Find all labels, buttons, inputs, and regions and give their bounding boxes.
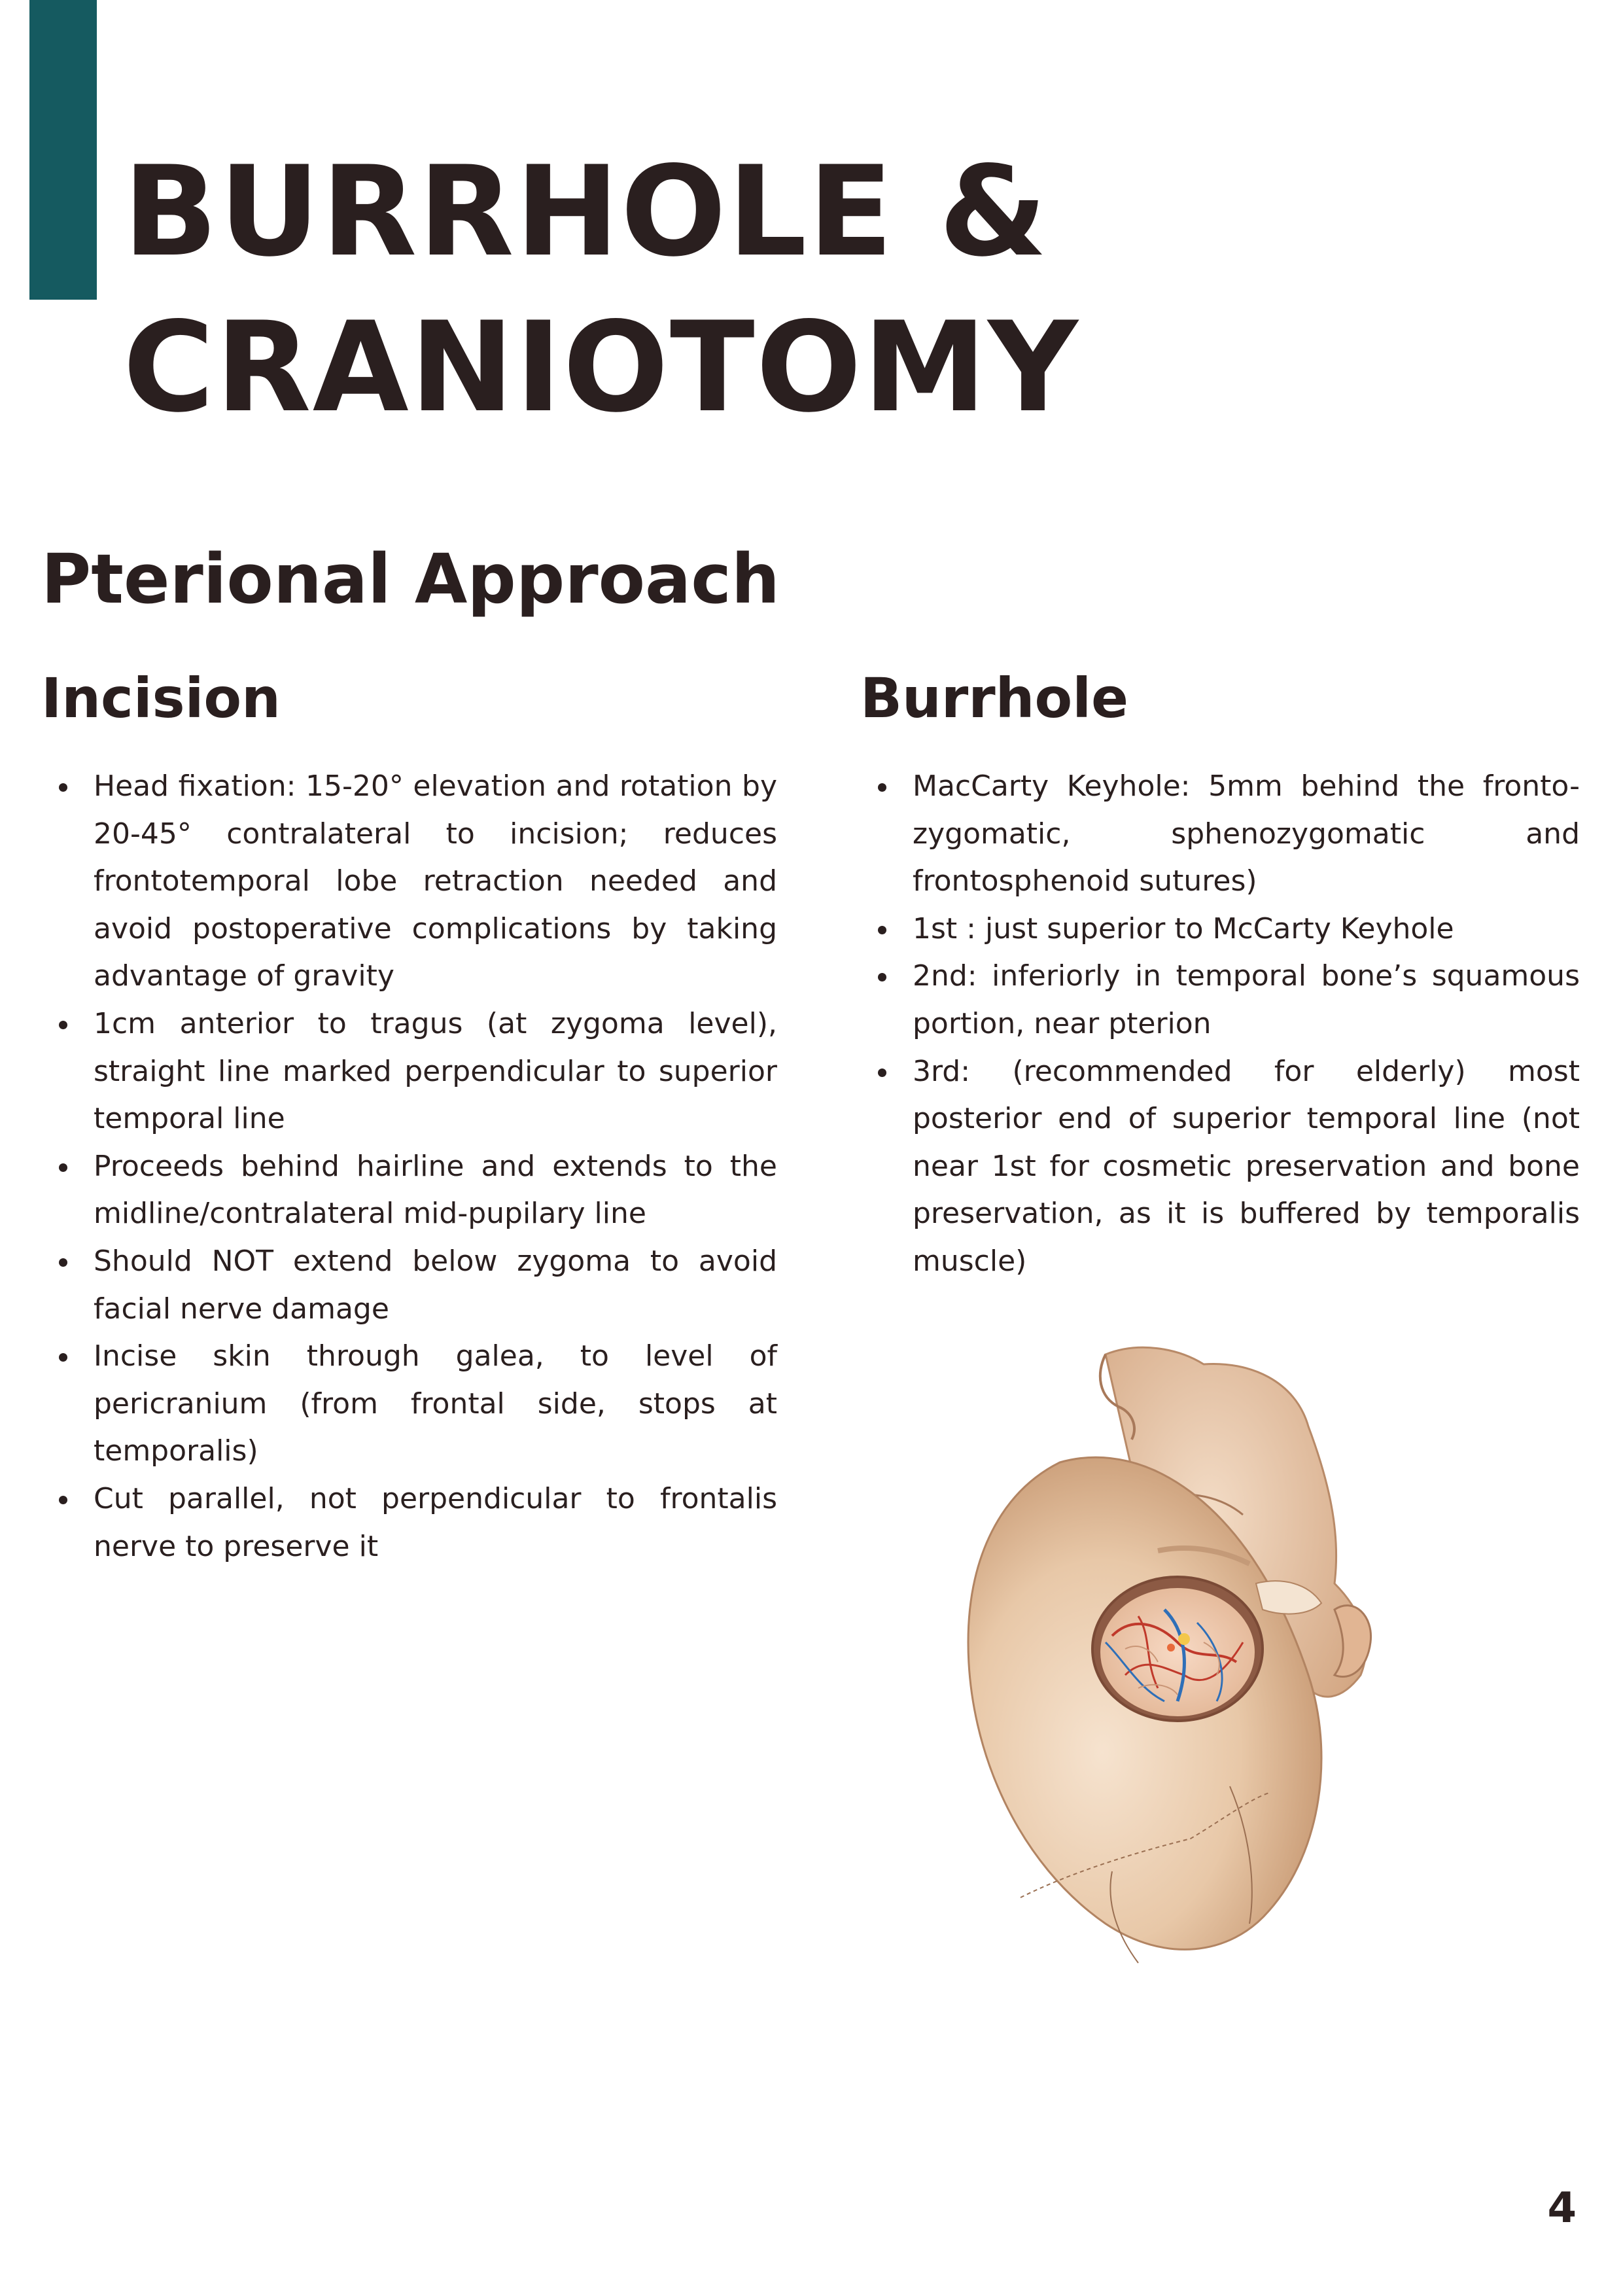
- incision-item: Should NOT extend below zygoma to avoid facial nerve damage: [41, 1238, 777, 1333]
- burrhole-item: MacCarty Keyhole: 5mm behind the fronto-zygomatic, sphenozygomatic and frontosphenoid sutures): [860, 763, 1580, 906]
- page-number: 4: [1547, 2184, 1577, 2233]
- incision-item: 1cm anterior to tragus (at zygoma level), straight line marked perpendicular to superior temporal line: [41, 1000, 777, 1143]
- section-heading: Pterional Approach: [41, 539, 780, 619]
- pterional-craniotomy-illustration: [942, 1335, 1478, 1989]
- document-title: [123, 134, 1079, 446]
- burrhole-item: 1st : just superior to McCarty Keyhole: [860, 906, 1580, 953]
- burrhole-list: [860, 763, 1580, 1286]
- incision-item: Head fixation: 15-20° elevation and rotation by 20-45° contralateral to incision; reduces frontotemporal lobe retraction needed and avoid postoperative complications by taking advantage of gravity: [41, 763, 777, 1000]
- craniotomy-window: [1092, 1577, 1263, 1721]
- incision-item: Proceeds behind hairline and extends to the midline/contralateral mid-pupilary line: [41, 1143, 777, 1238]
- incision-heading: Incision: [41, 666, 281, 730]
- title-line-2: CRANIOTOMY: [123, 295, 1079, 440]
- burrhole-item: 2nd: inferiorly in temporal bone’s squamous portion, near pterion: [860, 953, 1580, 1048]
- burrhole-heading: Burrhole: [860, 666, 1128, 730]
- incision-list: [41, 763, 777, 1570]
- title-line-1: BURRHOLE &: [123, 139, 1049, 284]
- incision-item: Cut parallel, not perpendicular to frontalis nerve to preserve it: [41, 1475, 777, 1570]
- accent-bar: [29, 0, 97, 300]
- burrhole-item: 3rd: (recommended for elderly) most posterior end of superior temporal line (not near 1st for cosmetic preservation and bone preservation, as it is buffered by temporalis muscle): [860, 1048, 1580, 1286]
- incision-item: Incise skin through galea, to level of pericranium (from frontal side, stops at temporalis): [41, 1333, 777, 1475]
